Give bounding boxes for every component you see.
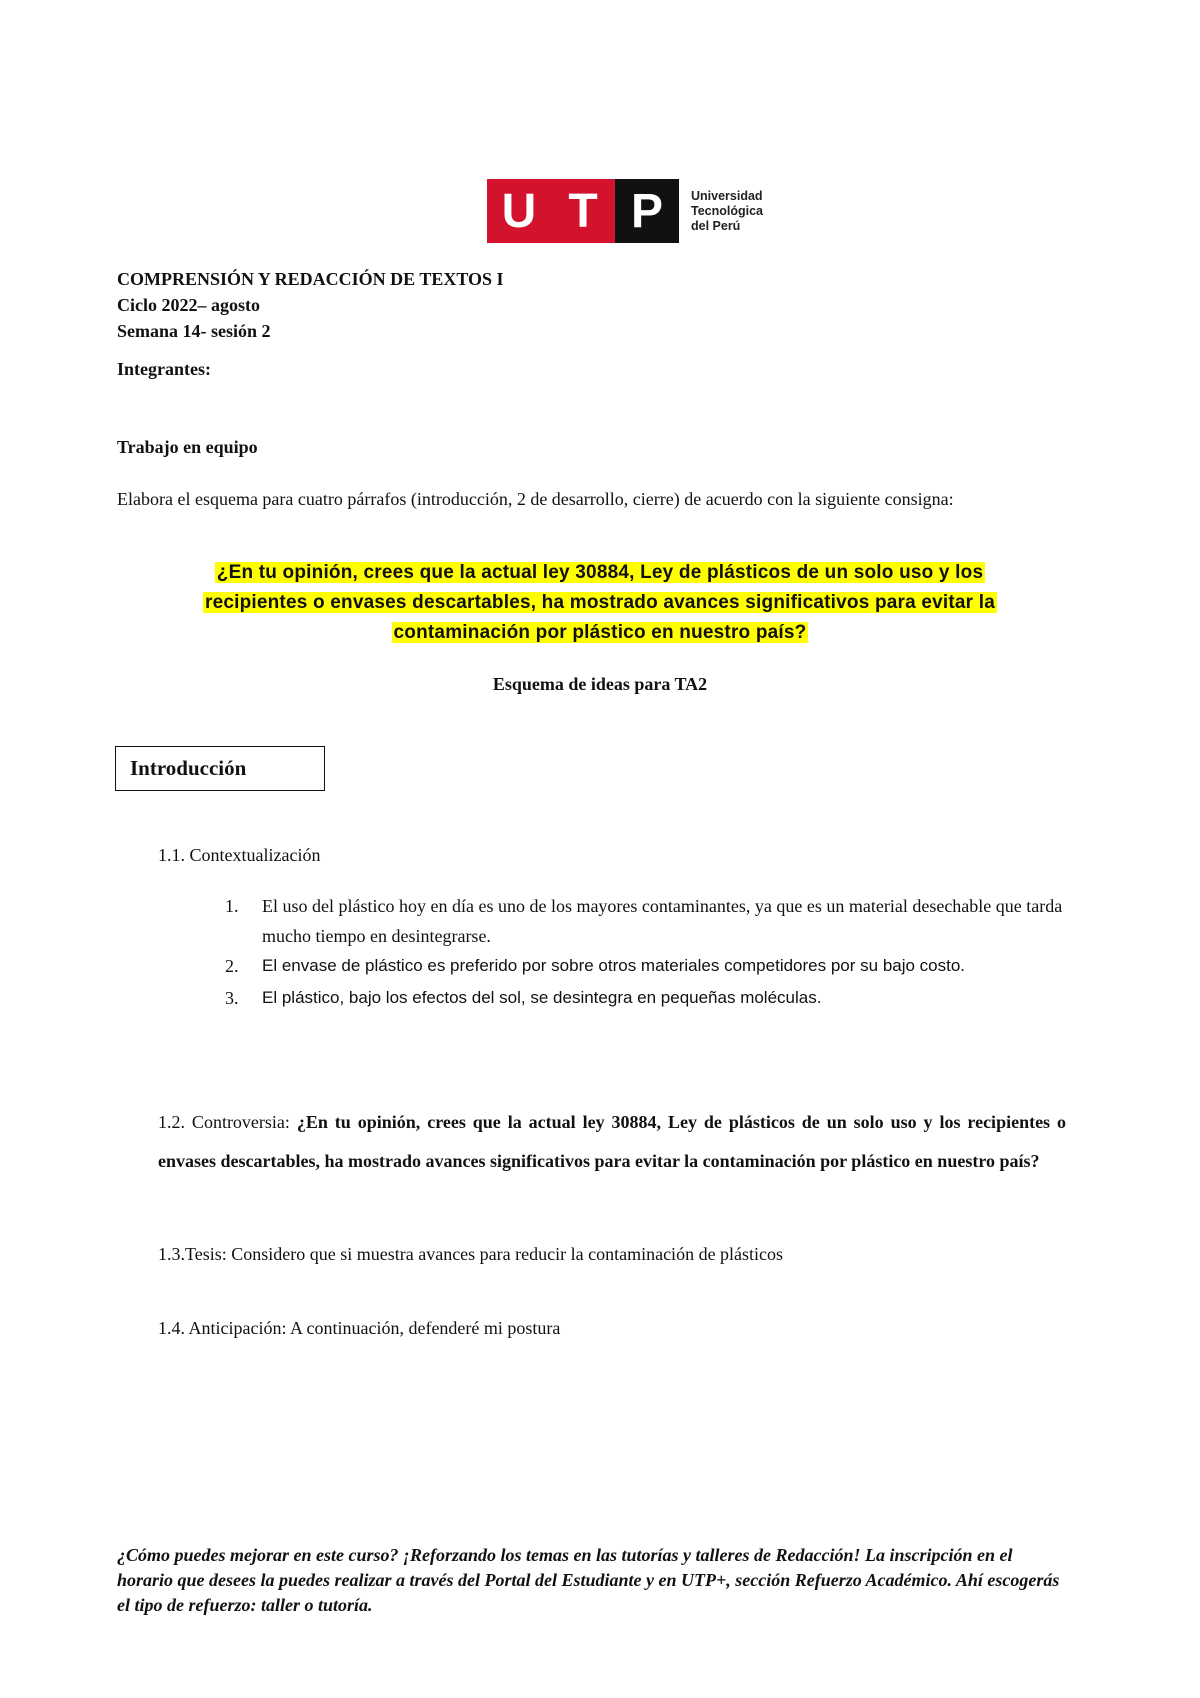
contextualization-list [225,891,1075,1013]
logo-line-2: Tecnológica [691,203,764,218]
list-item-text: El uso del plástico hoy en día es uno de los mayores contaminantes, ya que es un material desechable que tarda mucho tiempo en desintegrarse. [262,896,1063,946]
logo-letter-t: T [551,179,615,243]
question-line-2: recipientes o envases descartables, ha mostrado avances significativos para evitar la [204,592,996,613]
controversy-question: ¿En tu opinión, crees que la actual ley 30884, Ley de plásticos de un solo uso y los recipientes o envases descartables, ha mostrado avances significativos para evitar la contaminación por plástico en nuestro país? [158,1112,1066,1171]
utp-logo-mark [487,179,679,243]
list-item [225,983,1075,1013]
instructions-text: Elabora el esquema para cuatro párrafos (introducción, 2 de desarrollo, cierre) de acuerdo con la siguiente consigna: [117,489,954,509]
introduction-label: Introducción [130,756,247,780]
question-line-1: ¿En tu opinión, crees que la actual ley 30884, Ley de plásticos de un solo uso y los [216,562,984,583]
logo-letter-p: P [615,179,679,243]
list-item-number: 3. [225,988,239,1008]
course-title: COMPRENSIÓN Y REDACCIÓN DE TEXTOS I [117,269,504,289]
thesis-line: 1.3.Tesis: Considero que si muestra avances para reducir la contaminación de plásticos [158,1244,784,1264]
list-item-text: El envase de plástico es preferido por sobre otros materiales competidores por su bajo costo. [262,956,966,975]
list-item-text: El plástico, bajo los efectos del sol, se desintegra en pequeñas moléculas. [262,988,822,1007]
question-line-3: contaminación por plástico en nuestro país? [393,622,807,643]
controversy-paragraph [158,1103,1066,1181]
logo-line-3: del Perú [691,218,741,233]
list-item [225,891,1075,951]
controversy-label: 1.2. Controversia: [158,1112,297,1132]
contextualization-heading: 1.1. Contextualización [158,845,321,865]
list-item [225,951,1075,981]
course-cycle: Ciclo 2022– agosto [117,295,260,315]
team-work-heading: Trabajo en equipo [117,437,258,457]
logo-line-1: Universidad [691,188,763,203]
anticipation-line: 1.4. Anticipación: A continuación, defenderé mi postura [158,1318,561,1338]
footer-note: ¿Cómo puedes mejorar en este curso? ¡Reforzando los temas en las tutorías y talleres de Redacción! La inscripción en el horario que desees la puedes realizar a través del Portal del Estudiante y en UTP+, sección Refuerzo Académico. Ahí escogerás el tipo de refuerzo: taller o tutoría. [117,1545,1060,1615]
members-label: Integrantes: [117,359,211,379]
list-item-number: 2. [225,956,239,976]
scheme-title: Esquema de ideas para TA2 [492,674,708,694]
logo-wordmark [691,189,763,234]
introduction-box [115,746,325,791]
list-item-number: 1. [225,896,239,916]
logo-letter-u: U [487,179,551,243]
course-week: Semana 14- sesión 2 [117,321,271,341]
utp-logo [487,179,763,243]
highlighted-question [117,558,1083,648]
